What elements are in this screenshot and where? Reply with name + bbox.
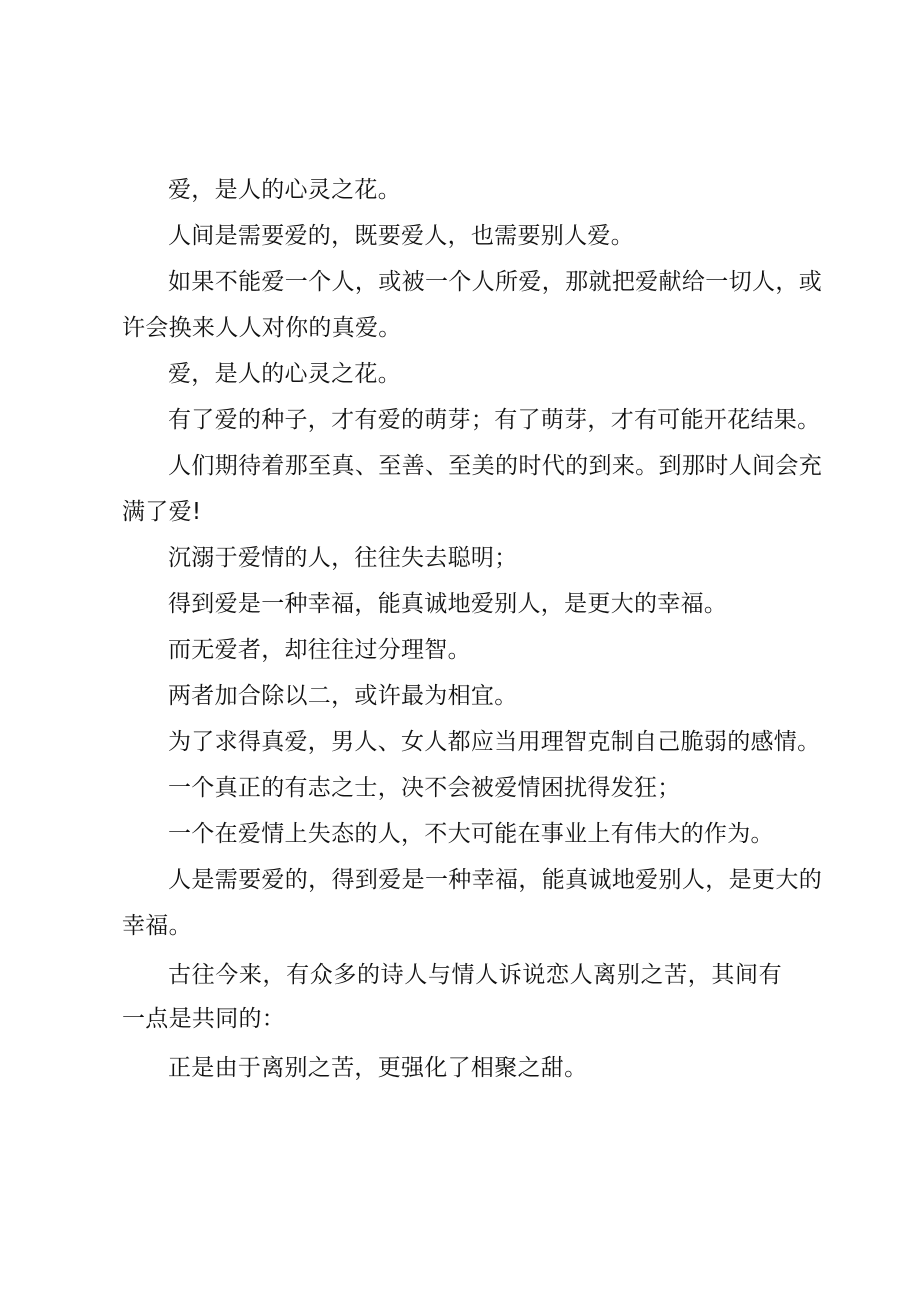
paragraph-16: 正是由于离别之苦，更强化了相聚之甜。: [168, 1055, 588, 1081]
document-body: [122, 167, 822, 1091]
paragraph-12: 一个真正的有志之士，决不会被爱情困扰得发狂；: [168, 775, 681, 801]
paragraph-3: 如果不能爱一个人，或被一个人所爱，那就把爱献给一切人，或许会换来人人对你的真爱。: [122, 269, 822, 341]
paragraph-2: 人间是需要爱的，既要爱人，也需要别人爱。: [168, 223, 634, 249]
paragraph-15: 古往今来，有众多的诗人与情人诉说恋人离别之苦，其间有一点是共同的：: [122, 962, 782, 1032]
paragraph-14: 人是需要爱的，得到爱是一种幸福，能真诚地爱别人，是更大的幸福。: [122, 867, 822, 939]
paragraph-10: 两者加合除以二，或许最为相宜。: [168, 683, 518, 709]
paragraph-8: 得到爱是一种幸福，能真诚地爱别人，是更大的幸福。: [168, 591, 728, 617]
paragraph-1: 爱，是人的心灵之花。: [168, 177, 401, 203]
paragraph-9: 而无爱者，却往往过分理智。: [168, 637, 471, 663]
paragraph-5: 有了爱的种子，才有爱的萌芽；有了萌芽，才有可能开花结果。: [168, 407, 821, 433]
paragraph-13: 一个在爱情上失态的人，不大可能在事业上有伟大的作为。: [168, 821, 774, 847]
paragraph-6: 人们期待着那至真、至善、至美的时代的到来。到那时人间会充满了爱!: [122, 453, 822, 525]
paragraph-11: 为了求得真爱，男人、女人都应当用理智克制自己脆弱的感情。: [168, 729, 821, 755]
paragraph-7: 沉溺于爱情的人，往往失去聪明；: [168, 545, 518, 571]
paragraph-4: 爱，是人的心灵之花。: [168, 361, 401, 387]
